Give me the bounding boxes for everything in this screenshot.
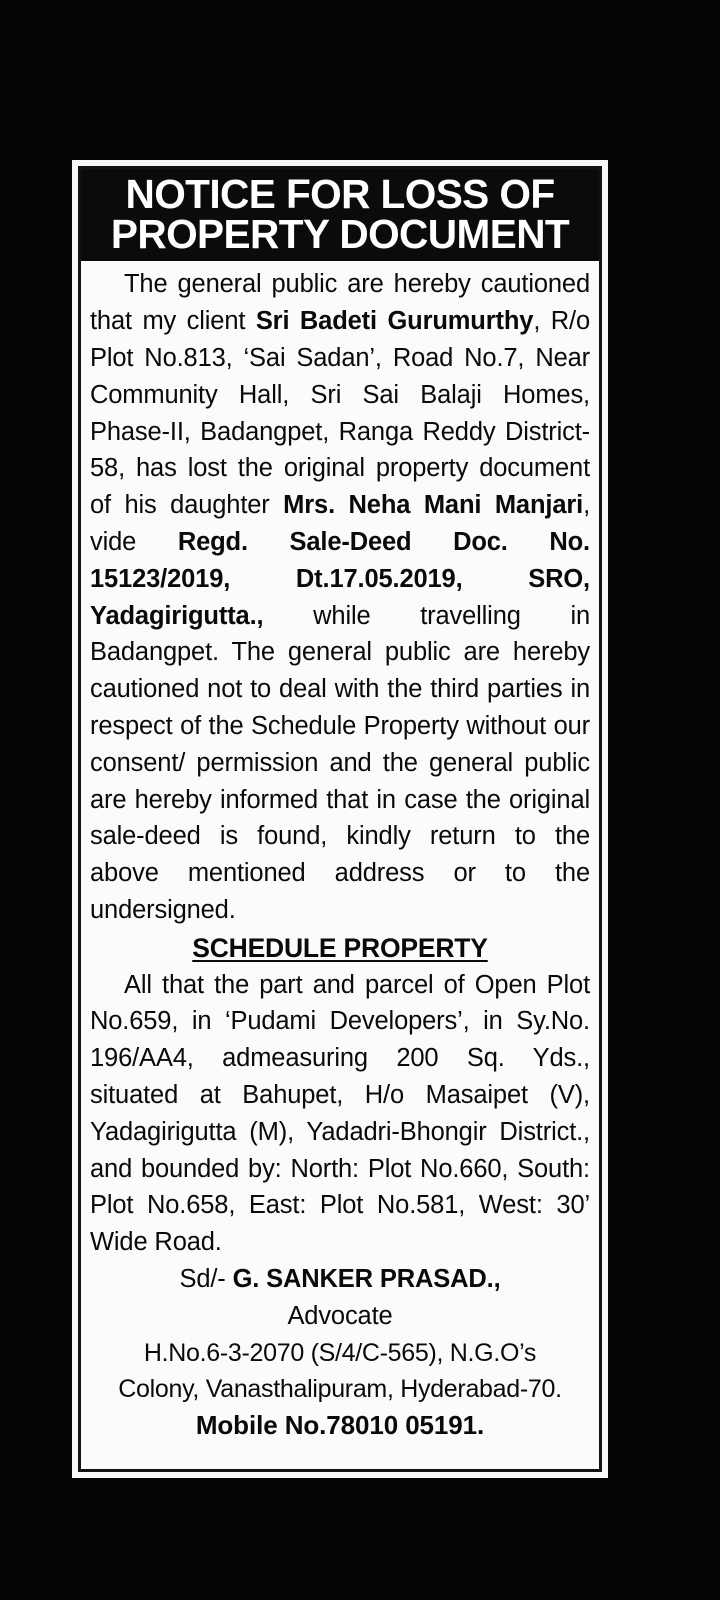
advertisement-frame — [78, 166, 602, 1472]
advocate-name: G. SANKER PRASAD., — [232, 1265, 501, 1294]
client-name: Sri Badeti Gurumurthy — [255, 307, 534, 336]
advocate-designation: Advocate — [287, 1301, 393, 1330]
notice-closing-text: while travelling in Badangpet. The general public are hereby cautioned not to deal with the third parties in respect of the Schedule Property without our consent/ permission and the general public are hereby informed that in case the original sale-deed is found, kindly return to the above mentioned address or to the undersigned. — [90, 601, 590, 924]
notice-title-line-2: PROPERTY DOCUMENT — [110, 211, 570, 258]
sale-deed-details: Regd. Sale-Deed Doc. No. 15123/2019, Dt.17.05.2019, SRO, Yadagirigutta., — [90, 527, 590, 630]
advocate-address-line-1: H.No.6-3-2070 (S/4/C-565), N.G.O’s — [143, 1338, 537, 1367]
signature-line — [90, 1261, 590, 1298]
notice-opening-text-part-2: , R/o Plot No.813, ‘Sai Sadan’, Road No.7, Near Community Hall, Sri Sai Balaji Homes, Phase-II, Badangpet, Ranga Reddy District-58, has lost the original property document of his daughter — [90, 307, 590, 520]
daughter-name: Mrs. Neha Mani Manjari — [283, 491, 584, 520]
advocate-address-line-2: Colony, Vanasthalipuram, Hyderabad-70. — [118, 1375, 562, 1404]
advocate-mobile-number: Mobile No.78010 05191. — [195, 1409, 485, 1440]
notice-title-banner — [81, 169, 599, 261]
schedule-property-paragraph: All that the part and parcel of Open Plot No.659, in ‘Pudami Developers’, in Sy.No. 196/AA4, admeasuring 200 Sq. Yds., situated at Bahupet, H/o Masaipet (V), Yadagirigutta (M), Yadadri-Bhongir District., and bounded by: North: Plot No.660, South: Plot No.658, East: Plot No.581, West: 30’ Wide Road. — [90, 970, 590, 1257]
notice-opening-text-part-3: , vide — [90, 491, 590, 556]
notice-title-line-1: NOTICE FOR LOSS OF — [125, 171, 555, 217]
sd-prefix: Sd/- — [179, 1265, 233, 1294]
notice-main-paragraph — [90, 266, 590, 928]
newspaper-advertisement — [72, 160, 608, 1478]
notice-body — [81, 261, 599, 1469]
notice-opening-text-part-1: The general public are hereby cautioned that my client — [90, 270, 590, 336]
schedule-property-heading: SCHEDULE PROPERTY — [192, 932, 488, 963]
